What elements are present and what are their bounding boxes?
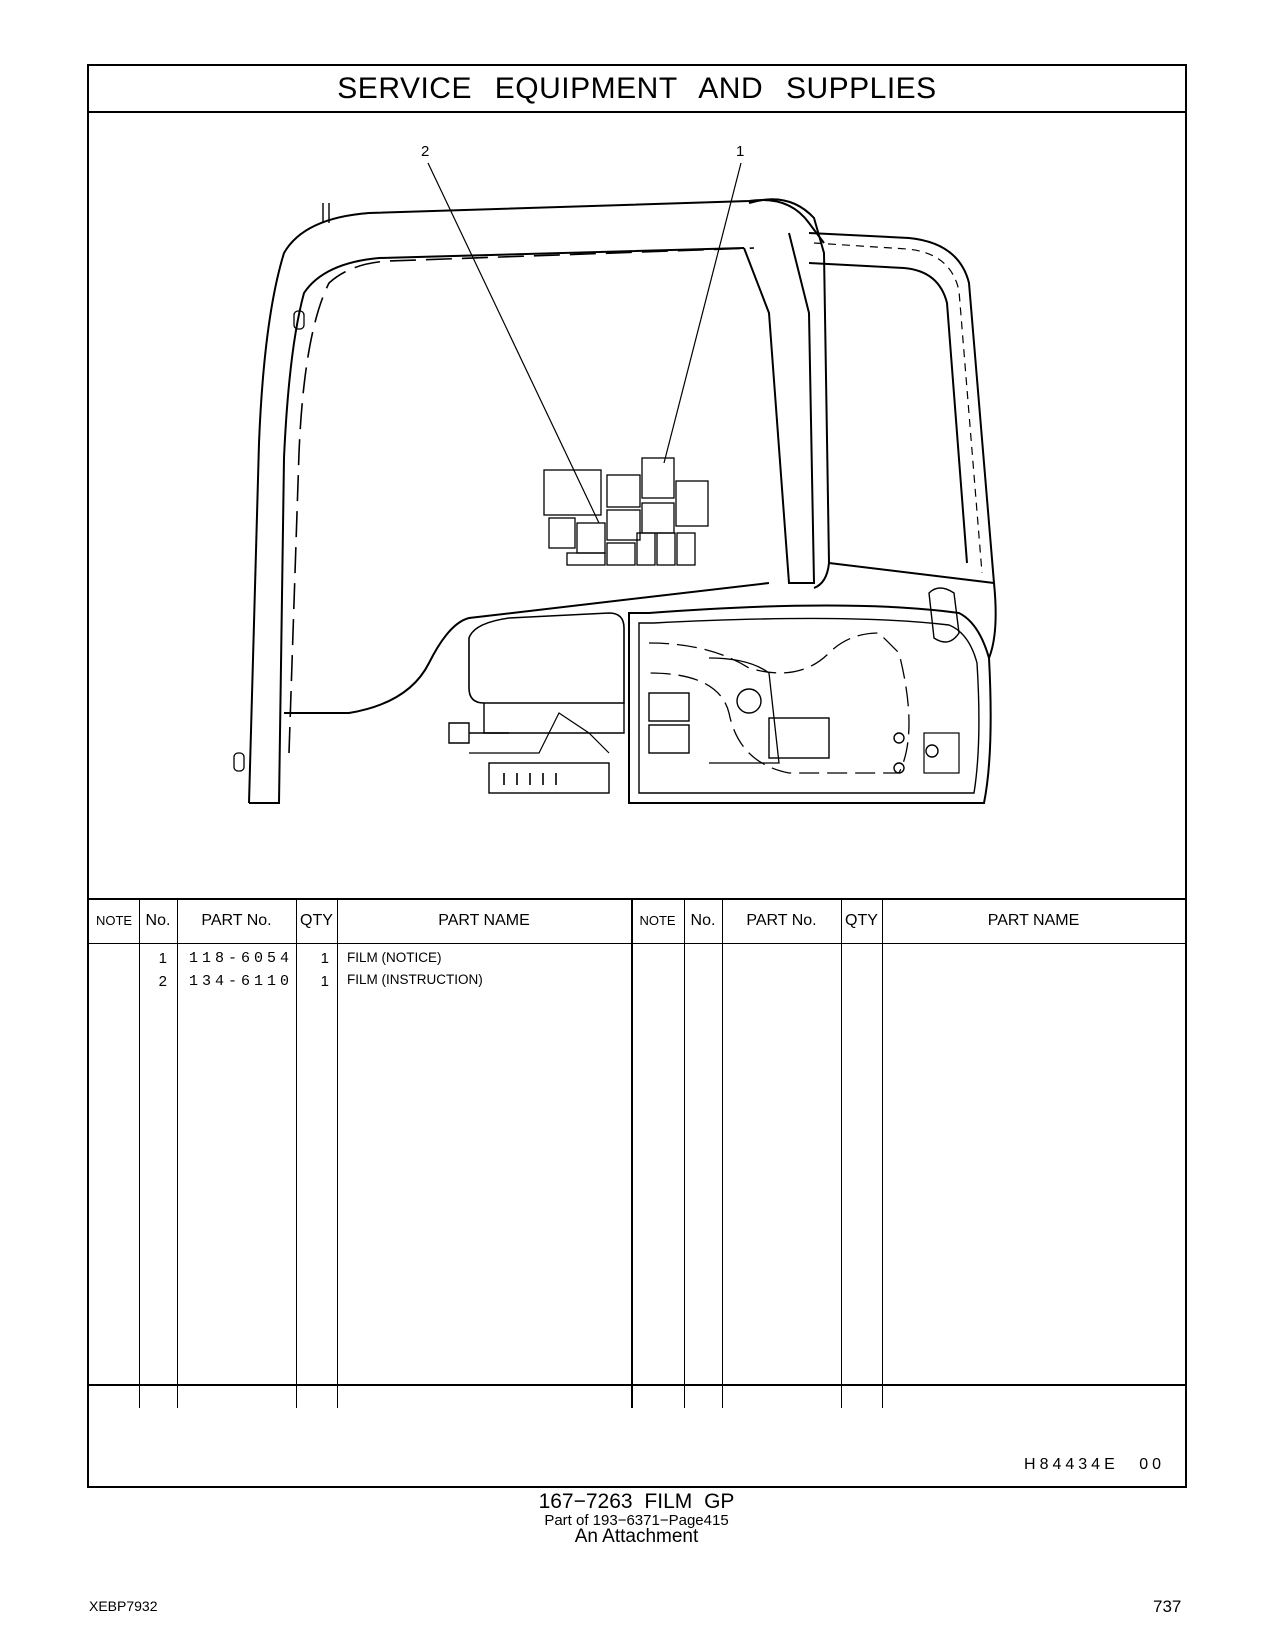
- header-part-no: PART No.: [746, 912, 817, 929]
- col-divider: [631, 898, 633, 1408]
- col-divider: [177, 898, 178, 1408]
- header-note: NOTE: [95, 913, 133, 928]
- row-1-part-name: FILM (NOTICE): [347, 950, 442, 965]
- col-divider: [337, 898, 338, 1408]
- row-2-part-no: 134-6110: [189, 973, 294, 990]
- callout-1: 1: [736, 143, 745, 160]
- row-1-qty: 1: [320, 950, 329, 967]
- header-qty: QTY: [845, 912, 878, 929]
- row-2-qty: 1: [320, 973, 329, 990]
- cab-line-drawing: [89, 113, 1185, 898]
- cab-illustration: [89, 113, 1185, 898]
- row-2-no: 2: [158, 973, 167, 990]
- group-part-of: Part of 193−6371−Page415: [544, 1512, 729, 1529]
- page-number: 737: [1153, 1597, 1182, 1616]
- callout-2: 2: [421, 143, 430, 160]
- header-no: No.: [690, 912, 716, 929]
- header-note: NOTE: [639, 913, 676, 928]
- group-title: 167−7263 FILM GP: [538, 1490, 735, 1513]
- header-part-name: PART NAME: [987, 912, 1080, 929]
- col-divider: [841, 898, 842, 1408]
- header-part-no: PART No.: [201, 912, 272, 929]
- header-qty: QTY: [300, 912, 333, 929]
- row-2-part-name: FILM (INSTRUCTION): [347, 972, 483, 987]
- table-bottom-rule: [89, 1384, 1185, 1386]
- col-divider: [722, 898, 723, 1408]
- document-id: XEBP7932: [89, 1598, 158, 1614]
- col-divider: [882, 898, 883, 1408]
- illustration-code: H84434E 00: [1024, 1456, 1165, 1473]
- group-type: An Attachment: [574, 1526, 699, 1547]
- row-1-part-no: 118-6054: [189, 950, 294, 967]
- col-divider: [684, 898, 685, 1408]
- page-title: SERVICE EQUIPMENT AND SUPPLIES: [89, 66, 1185, 113]
- row-1-no: 1: [158, 950, 167, 967]
- parts-page-frame: [87, 64, 1187, 1488]
- parts-table: [89, 898, 1185, 1408]
- header-part-name: PART NAME: [438, 912, 530, 929]
- header-no: No.: [145, 912, 171, 929]
